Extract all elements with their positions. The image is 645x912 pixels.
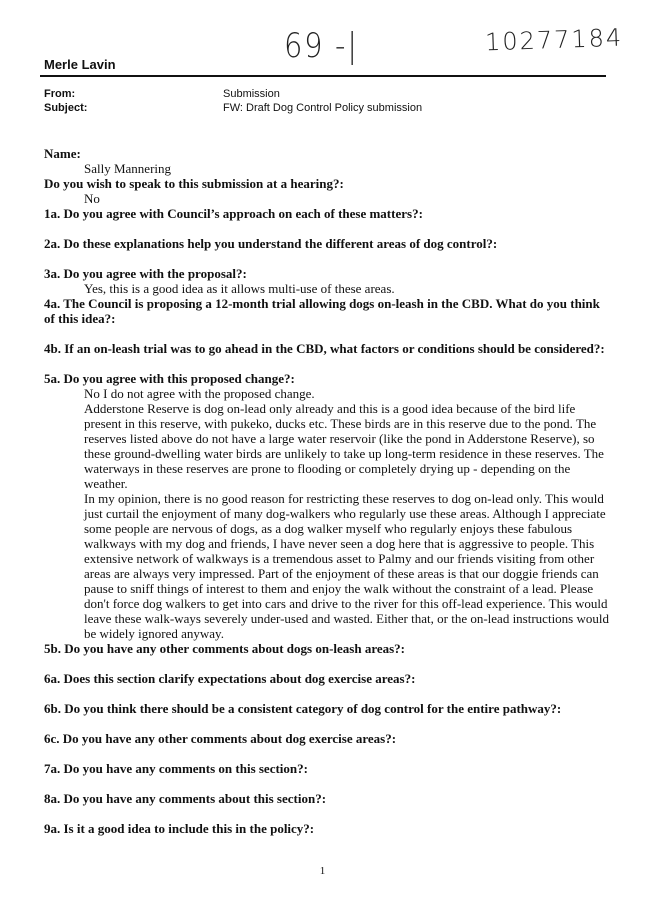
question-7a: 7a. Do you have any comments on this section?: <box>44 761 308 776</box>
question-5b: 5b. Do you have any other comments about dogs on-leash areas?: <box>44 641 406 656</box>
question-2a: 2a. Do these explanations help you understand the different areas of dog control?: <box>44 236 498 251</box>
handwritten-reference-number: 10277184 <box>484 23 624 57</box>
question-9a: 9a. Is it a good idea to include this in the policy?: <box>44 821 315 836</box>
question-4a: 4a. The Council is proposing a 12-month trial allowing dogs on-leash in the CBD. What do you think of this idea?: <box>44 296 600 326</box>
answer-5a-line1: No I do not agree with the proposed change. <box>84 386 315 401</box>
question-name: Name: <box>44 146 81 161</box>
answer-hearing: No <box>84 191 100 206</box>
author-name: Merle Lavin <box>44 57 116 72</box>
answer-5a-paragraph1: Adderstone Reserve is dog on-lead only already and this is a good idea because of the bird life present in this reserve, with pukeko, ducks etc. These birds are in this reserve due to the pond. The reserves listed above do not have a large water reservoir (like the pond in Adderstone Reserve), so these ground-dwelling water birds are unlikely to take up long-term residence in these reserves. The waterways in these reserves are prone to flooding or completely drying up - depending on the weather. <box>84 401 604 491</box>
question-6a: 6a. Does this section clarify expectations about dog exercise areas?: <box>44 671 416 686</box>
question-6c: 6c. Do you have any other comments about dog exercise areas?: <box>44 731 397 746</box>
handwritten-reference-left: 69 -| <box>284 26 359 66</box>
page-number: 1 <box>319 865 326 877</box>
question-4b: 4b. If an on-leash trial was to go ahead in the CBD, what factors or conditions should be considered?: <box>44 341 605 356</box>
question-6b: 6b. Do you think there should be a consistent category of dog control for the entire pathway?: <box>44 701 562 716</box>
question-8a: 8a. Do you have any comments about this section?: <box>44 791 327 806</box>
from-value: Submission <box>223 88 280 100</box>
question-hearing: Do you wish to speak to this submission at a hearing?: <box>44 176 344 191</box>
question-5a: 5a. Do you agree with this proposed change?: <box>44 371 295 386</box>
answer-3a: Yes, this is a good idea as it allows multi-use of these areas. <box>84 281 395 296</box>
question-3a: 3a. Do you agree with the proposal?: <box>44 266 247 281</box>
answer-name: Sally Mannering <box>84 161 172 176</box>
subject-value: FW: Draft Dog Control Policy submission <box>223 102 423 114</box>
question-1a: 1a. Do you agree with Council’s approach on each of these matters?: <box>44 206 423 221</box>
answer-5a-paragraph2: In my opinion, there is no good reason for restricting these reserves to dog on-lead only. This would just curtail the enjoyment of many dog-walkers who regularly use these areas. Although I appreciate some people are nervous of dogs, as a dog walker myself who regularly enjoys these fabulous walkways with my dog and friends, I have never seen a dog here that is aggressive to people. This extensive network of walkways is a tremendous asset to Palmy and our friends visiting from other areas are always very impressed. Part of the enjoyment of these areas is that our doggie friends can pause to sniff things of interest to them and enjoy the walk without the constraint of a lead. Please don't force dog walkers to get into cars and drive to the river for this off-lead experience. This would leave these walk-ways severely under-used and wasted. Either that, or the on-lead instructions would be widely ignored anyway. <box>84 491 609 641</box>
from-label: From: <box>44 88 76 100</box>
subject-label: Subject: <box>44 102 88 114</box>
header-divider <box>40 75 606 77</box>
submission-form <box>44 146 610 836</box>
